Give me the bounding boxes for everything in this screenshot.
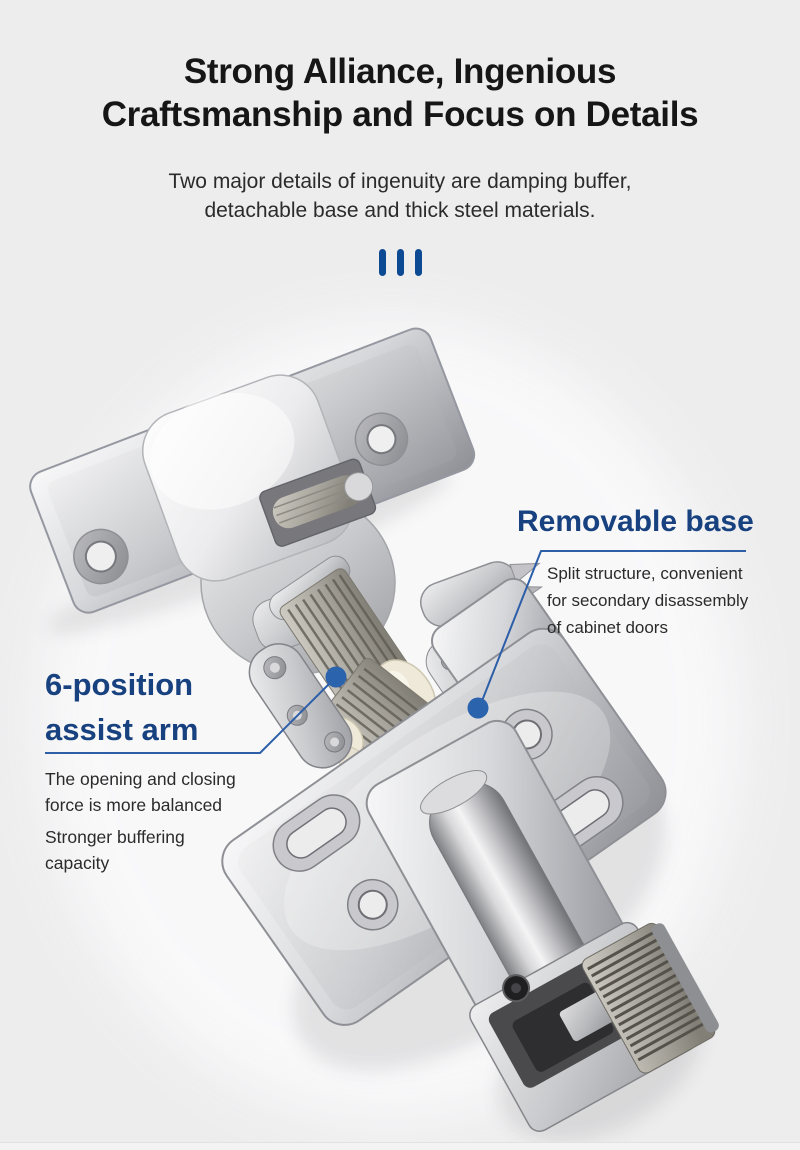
annotation-assist-arm-body2-line2: capacity [45,853,110,873]
callout-dot-assist-arm [326,667,347,688]
annotation-assist-arm-body1-line2: force is more balanced [45,795,223,815]
divider-bars [0,249,800,276]
section-divider-strip [0,1142,800,1150]
annotation-assist-arm-heading-line1: 6-position [45,667,194,702]
annotation-removable-base-body-line1: Split structure, convenient [547,564,743,583]
callout-dot-removable-base [468,698,489,719]
annotation-removable-base-body-line3: of cabinet doors [547,618,668,637]
page-subtitle-line1: Two major details of ingenuity are damping buffer, [168,170,632,193]
annotation-removable-base-body [547,560,777,641]
annotation-assist-arm-body2 [45,824,285,876]
page-subtitle [0,167,800,225]
divider-bar [379,249,386,276]
page-subtitle-line2: detachable base and thick steel materials. [204,199,596,222]
annotation-assist-arm-heading-line2: assist arm [45,712,199,747]
divider-bar [415,249,422,276]
annotation-assist-arm-heading [45,662,305,752]
page-title-line2: Craftsmanship and Focus on Details [101,95,699,134]
divider-bar [397,249,404,276]
page-title-line1: Strong Alliance, Ingenious [183,52,617,91]
annotation-removable-base-heading: Removable base [517,505,754,538]
annotation-assist-arm-body1-line1: The opening and closing [45,769,236,789]
page-title [0,50,800,136]
annotation-removable-base-body-line2: for secondary disassembly [547,591,749,610]
annotation-assist-arm-body1 [45,766,285,818]
annotation-assist-arm-body2-line1: Stronger buffering [45,827,185,847]
